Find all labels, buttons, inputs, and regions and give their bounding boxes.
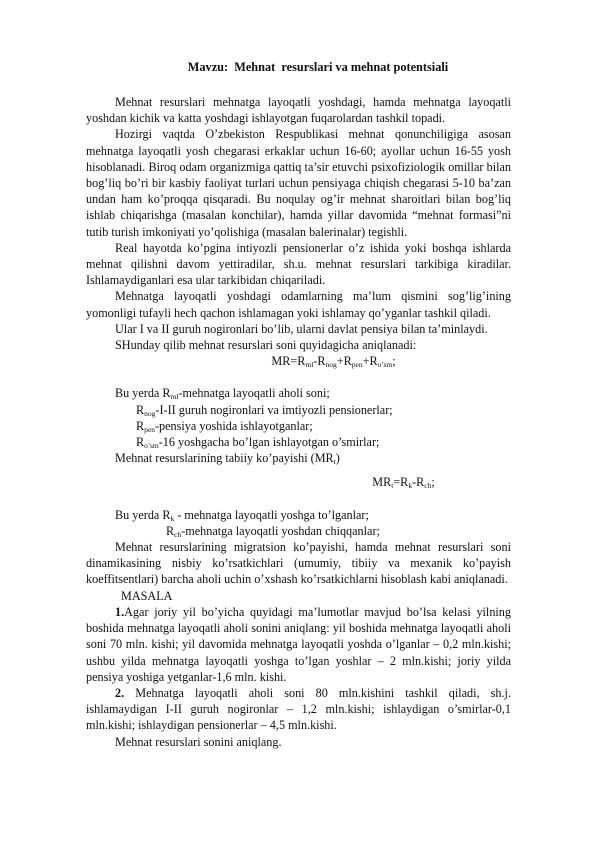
task-2: 2. Mehnatga layoqatli aholi soni 80 mln.kishini tashkil qiladi, sh.j. ishlamaydigan I-II guruh nogironlar – 1,2 mln.kishi; ishlaydigan o’smirlar-0,1 mln.kishi; ishlaydigan pensionerlar – 4,5 mln.kishi. <box>86 685 511 733</box>
paragraph-disabled-groups: Ular I va II guruh nogironlari bo’lib, ularni davlat pensiya bilan ta’minlaydi. <box>115 321 488 336</box>
definition-natural-growth: Mehnat resurslarining tabiiy ko’payishi $(MR_t)$ <box>115 451 340 467</box>
paragraph-health: Mehnatga layoqatli yoshdagi odamlarning ma’lum qismini sog’lig’ining yomonligi tufayli hech qachon ishlamagan yoki ishlamay qo’yganlar tashkil qiladi. <box>86 289 511 320</box>
definition-intro: Bu yerda $R_k$ - mehnatga layoqatli yoshga to’lganlar; <box>115 507 369 523</box>
definition-line: $R_{nog}-I-II$ guruh nogironlari va imtiyozli pensionerlar; <box>136 402 393 418</box>
paragraph-age-limits: Hozirgi vaqtda O’zbekiston Respublikasi mehnat qonunchiligiga asosan mehnatga layoqatli yosh chegarasi erkaklar uchun 16-60; ayollar uchun 16-55 yosh hisoblanadi. Biroq odam organizmiga qattiq ta’sir etuvchi psixofiziologik omillar bilan bog’liq bo’ri bir kasbiy faoliyat turlari uchun pensiyaga chiqish chegarasi 5-10 ba’zan undan ham ko’proqqa qisqaradi. Bu noqulay og’ir mehnat sharoitlari bilan bog’liq ishlab chiqarishga (masalan konchilar), hamda yillar davomida “mehnat formasi”ni tutib turish imkoniyati yo’qolishiga (masalan balerinalar) tegishli. <box>86 127 511 239</box>
paragraph-pensioners: Real hayotda ko’pgina intiyozli pensionerlar o’z ishida yoki boshqa ishlarda mehnat qilishni davom yettiradilar, sh.u. mehnat resurslari tarkibiga kiradilar. Ishlamaydiganlari esa ular tarkibidan chiqariladi. <box>86 240 511 288</box>
task-heading: MASALA <box>121 588 173 603</box>
definition-intro: Bu yerda $R_{ml}$-mehnatga layoqatli aholi soni; <box>115 386 330 402</box>
paragraph-formula-intro: SHunday qilib mehnat resurslari soni quyidagicha aniqlanadi: <box>115 338 417 353</box>
document-title: Mavzu: Mehnat resurslari va mehnat potentsiali <box>187 60 449 74</box>
formula-natural-growth: $MR_t=R_k-R_{ch}$; <box>372 475 435 491</box>
formula-labor-resources: $MR=R_{ml}-R_{nog}+R_{pen}+R_{o’sm}$; <box>271 354 396 370</box>
paragraph-migration: Mehnat resurslarining migratsion ko’payishi, hamda mehnat resurslari soni dinamikasining nisbiy ko’rsatkichlari (umumiy, tibiiy va mexanik ko’payish koeffitsentlari) barcha aholi uchin o’xshash ko’rsatkichlarni hisoblash kabi aniqlanadi. <box>86 540 511 587</box>
definition-line: $R_{o’sm}-16$ yoshgacha bo’lgan ishlayotgan o’smirlar; <box>136 435 380 451</box>
spacer <box>86 491 511 507</box>
task-1: 1.Agar joriy yil bo’yicha quyidagi ma’lumotlar mavjud bo’lsa kelasi yilning boshida mehnatga layoqatli aholi sonini aniqlang: yil boshida mehnatga layoqatli aholi soni 70 mln. kishi; yil davomida mehnatga layoqatli yoshda o’lganlar – 0,2 mln.kishi; ushbu yilda mehnatga layoqatli yoshga to’lgan yoshlar – 2 mln.kishi; joriy yilda pensiya yoshiga yetganlar-1,6 mln. kishi. <box>86 604 511 684</box>
paragraph-definition: Mehnat resurslari mehnatga layoqatli yoshdagi, hamda mehnatga layoqatli yoshdan kichik va katta yoshdagi ishlayotgan fuqarolardan tashkil topadi. <box>86 95 511 126</box>
document-body <box>86 94 511 750</box>
spacer <box>86 369 511 385</box>
definition-line: $R_{pen}$-pensiya yoshida ishlayotganlar; <box>136 418 313 434</box>
definition-line: $R_{ch}$-mehnatga layoqatli yoshdan chiqqanlar; <box>166 523 380 539</box>
spacer <box>86 466 511 474</box>
task-2-question: Mehnat resurslari sonini aniqlang. <box>115 734 282 749</box>
